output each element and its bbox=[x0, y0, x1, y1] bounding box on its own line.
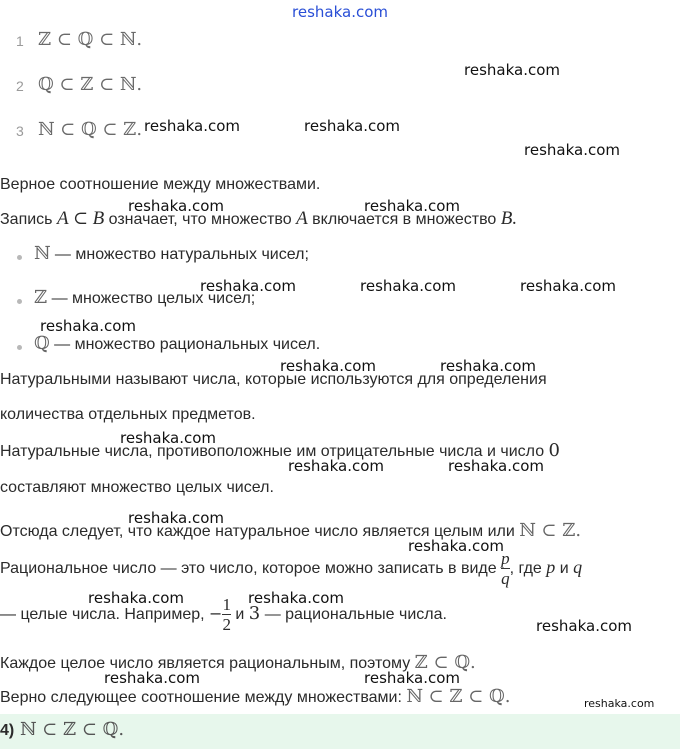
each-integer-text: Каждое целое число является рациональным, поэтому bbox=[0, 655, 411, 672]
hence-math: ℕ ⊂ ℤ. bbox=[519, 520, 582, 541]
watermark: reshaka.com bbox=[88, 589, 184, 607]
bullet-dot bbox=[17, 299, 22, 304]
integer-symbol: ℤ bbox=[34, 287, 48, 308]
each-integer-math: ℤ ⊂ ℚ. bbox=[414, 652, 476, 673]
watermark: reshaka.com bbox=[464, 61, 560, 79]
option-2-text[interactable]: ℚ ⊂ ℤ ⊂ ℕ. bbox=[38, 74, 143, 95]
watermark: reshaka.com bbox=[144, 117, 240, 135]
integers-line-2: составляют множество целых чисел. bbox=[0, 479, 274, 496]
option-1-number: 1 bbox=[16, 33, 24, 49]
answer-math: ℕ ⊂ ℤ ⊂ ℚ. bbox=[20, 719, 125, 740]
solution-intro: Верное соотношение между множествами. bbox=[0, 176, 321, 193]
fraction-numerator: p bbox=[501, 548, 510, 568]
natural-text: — множество натуральных чисел; bbox=[54, 246, 309, 263]
notation-a2: A bbox=[296, 208, 308, 229]
watermark: reshaka.com bbox=[524, 141, 620, 159]
notation-mid: означает, что множество bbox=[108, 211, 292, 228]
integers-text: Натуральные числа, противоположные им отрицательные числа и число bbox=[0, 443, 545, 460]
option-1-text[interactable]: ℤ ⊂ ℚ ⊂ ℕ. bbox=[38, 29, 143, 50]
bullet-natural bbox=[34, 243, 309, 264]
watermark: reshaka.com bbox=[128, 509, 224, 527]
watermark: reshaka.com bbox=[280, 357, 376, 375]
example-and: и bbox=[235, 606, 245, 623]
example-rational-text: — рациональные числа. bbox=[264, 606, 447, 623]
rational-def-text: Рациональное число — это число, которое можно записать в виде bbox=[0, 560, 497, 577]
rational-symbol: ℚ bbox=[34, 333, 50, 354]
final-line bbox=[0, 686, 510, 707]
fraction-denominator: q bbox=[501, 568, 510, 588]
natural-def-line-1: Натуральными называют числа, которые используются для определения bbox=[0, 371, 547, 388]
site-link[interactable]: reshaka.com bbox=[292, 3, 388, 21]
rational-where: , где bbox=[509, 560, 542, 577]
watermark: reshaka.com bbox=[128, 197, 224, 215]
notation-pre: Запись bbox=[0, 211, 53, 228]
watermark: reshaka.com bbox=[440, 357, 536, 375]
example-three: 3 bbox=[248, 603, 261, 624]
rational-p: p bbox=[546, 557, 556, 577]
fraction-numerator: 1 bbox=[222, 594, 231, 614]
natural-def-line-2: количества отдельных предметов. bbox=[0, 406, 256, 423]
watermark: reshaka.com bbox=[448, 457, 544, 475]
watermark: reshaka.com bbox=[584, 697, 655, 710]
integers-zero: 0 bbox=[548, 440, 560, 461]
watermark: reshaka.com bbox=[360, 277, 456, 295]
example-minus: − bbox=[209, 604, 223, 623]
watermark: reshaka.com bbox=[304, 117, 400, 135]
notation-b: B bbox=[92, 208, 105, 229]
watermark: reshaka.com bbox=[520, 277, 616, 295]
notation-b2: B. bbox=[500, 208, 518, 229]
watermark: reshaka.com bbox=[120, 429, 216, 447]
watermark: reshaka.com bbox=[408, 537, 504, 555]
notation-a: A bbox=[56, 208, 69, 229]
watermark: reshaka.com bbox=[104, 669, 200, 687]
answer-bar bbox=[0, 714, 680, 749]
final-text: Верно следующее соотношение между множествами: bbox=[0, 689, 402, 706]
notation-end: включается в множество bbox=[312, 211, 497, 228]
watermark: reshaka.com bbox=[364, 197, 460, 215]
fraction-p-over-q bbox=[501, 550, 510, 588]
fraction-one-half bbox=[222, 596, 231, 634]
option-2-number: 2 bbox=[16, 78, 24, 94]
rational-text: — множество рациональных чисел. bbox=[54, 336, 321, 353]
watermark: reshaka.com bbox=[40, 317, 136, 335]
hence-text: Отсюда следует, что каждое натуральное число является целым или bbox=[0, 523, 515, 540]
integer-text: — множество целых чисел; bbox=[51, 290, 256, 307]
example-text: — целые числа. Например, bbox=[0, 606, 205, 623]
watermark: reshaka.com bbox=[200, 277, 296, 295]
rational-and: и bbox=[559, 560, 569, 577]
final-math: ℕ ⊂ ℤ ⊂ ℚ. bbox=[406, 686, 511, 707]
option-3-text[interactable]: ℕ ⊂ ℚ ⊂ ℤ. bbox=[38, 119, 143, 140]
bullet-dot bbox=[17, 345, 22, 350]
natural-symbol: ℕ bbox=[34, 243, 51, 264]
answer-number: 4) bbox=[0, 722, 15, 739]
option-3-number: 3 bbox=[16, 123, 24, 139]
bullet-rational bbox=[34, 333, 320, 354]
watermark: reshaka.com bbox=[536, 617, 632, 635]
notation-subset: ⊂ bbox=[73, 208, 89, 229]
watermark: reshaka.com bbox=[364, 669, 460, 687]
rational-q: q bbox=[573, 557, 583, 577]
watermark: reshaka.com bbox=[288, 457, 384, 475]
example-line bbox=[0, 592, 447, 636]
watermark: reshaka.com bbox=[248, 589, 344, 607]
fraction-denominator: 2 bbox=[222, 614, 231, 634]
bullet-dot bbox=[17, 255, 22, 260]
